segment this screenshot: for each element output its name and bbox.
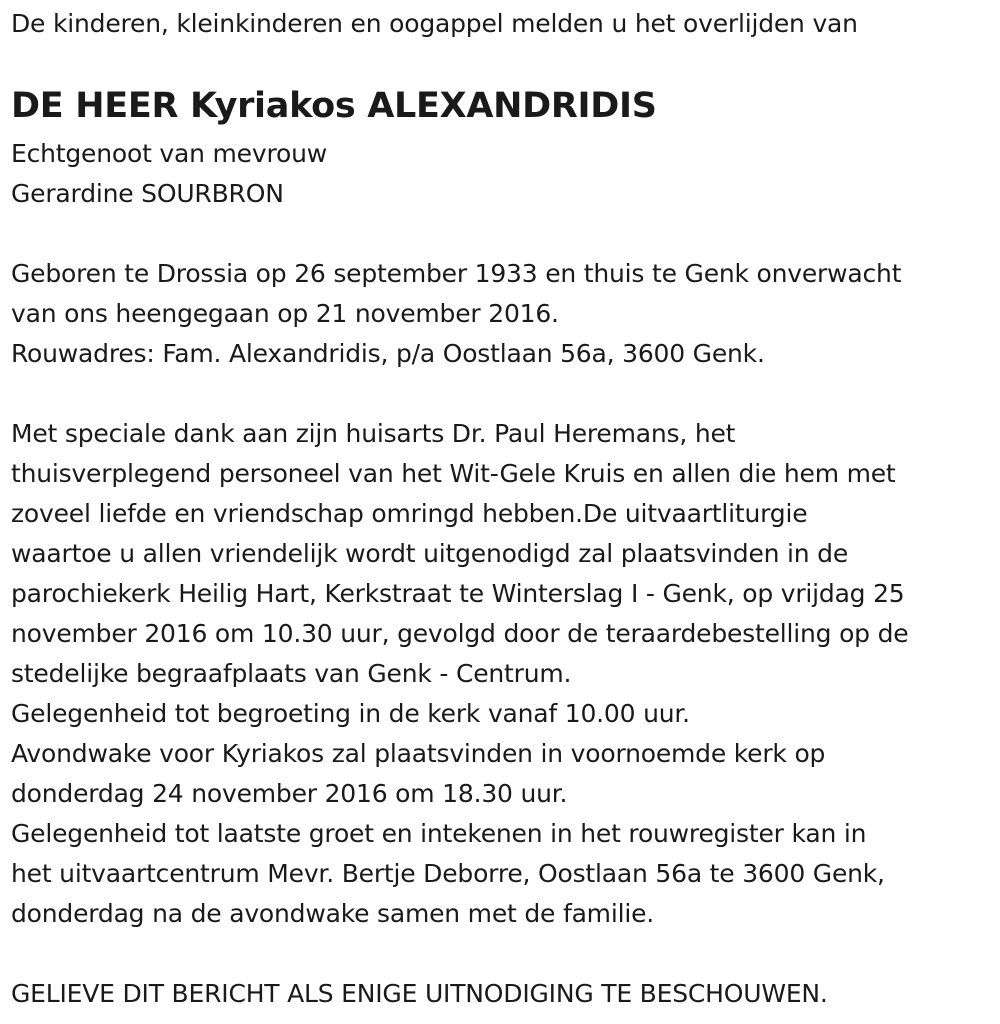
thanks-line: thuisverplegend personeel van het Wit-Gele Kruis en allen die hem met [11, 459, 896, 488]
closing-notice: GELIEVE DIT BERICHT ALS ENIGE UITNODIGING TE BESCHOUWEN. [11, 979, 828, 1008]
funeral-line: waartoe u allen vriendelijk wordt uitgenodigd zal plaatsvinden in de [11, 539, 849, 568]
funeral-line: parochiekerk Heilig Hart, Kerkstraat te Winterslag I - Genk, op vrijdag 25 [11, 579, 905, 608]
thanks-and-funeral-block [11, 414, 908, 934]
farewell-line: het uitvaartcentrum Mevr. Bertje Deborre, Oostlaan 56a te 3600 Genk, [11, 859, 885, 888]
funeral-line: november 2016 om 10.30 uur, gevolgd door de teraardebestelling op de [11, 619, 909, 648]
birth-line: Geboren te Drossia op 26 september 1933 en thuis te Genk onverwacht [11, 259, 902, 288]
greeting-line: Gelegenheid tot begroeting in de kerk vanaf 10.00 uur. [11, 699, 690, 728]
mourning-address: Rouwadres: Fam. Alexandridis, p/a Oostlaan 56a, 3600 Genk. [11, 339, 765, 368]
birth-death-block [11, 254, 901, 374]
birth-line: van ons heengegaan op 21 november 2016. [11, 299, 559, 328]
farewell-line: Gelegenheid tot laatste groet en intekenen in het rouwregister kan in [11, 819, 867, 848]
intro-text: De kinderen, kleinkinderen en oogappel melden u het overlijden van [11, 9, 858, 38]
funeral-line: stedelijke begraafplaats van Genk - Centrum. [11, 659, 572, 688]
spouse-line: Gerardine SOURBRON [11, 179, 284, 208]
farewell-line: donderdag na de avondwake samen met de familie. [11, 899, 655, 928]
deceased-name: DE HEER Kyriakos ALEXANDRIDIS [11, 86, 657, 126]
spouse-line: Echtgenoot van mevrouw [11, 139, 327, 168]
vigil-line: donderdag 24 november 2016 om 18.30 uur. [11, 779, 568, 808]
thanks-line: zoveel liefde en vriendschap omringd hebben.De uitvaartliturgie [11, 499, 808, 528]
vigil-line: Avondwake voor Kyriakos zal plaatsvinden in voornoemde kerk op [11, 739, 826, 768]
thanks-line: Met speciale dank aan zijn huisarts Dr. Paul Heremans, het [11, 419, 736, 448]
spouse-block [11, 134, 327, 214]
